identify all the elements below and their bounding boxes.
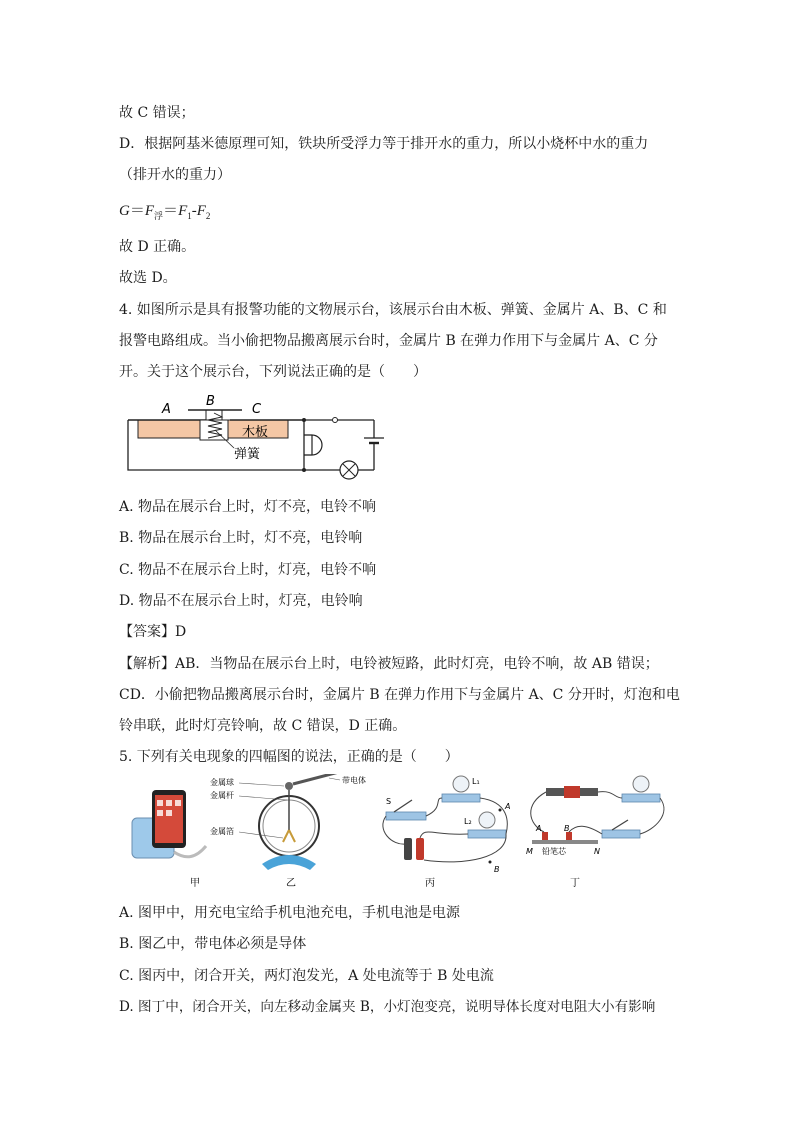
text-line: 故 D 正确。 (119, 239, 196, 255)
label-yi-rod: 金属杆 (210, 791, 234, 800)
figure-yi (239, 774, 340, 870)
label-ding-b: B (564, 824, 570, 833)
switch (333, 418, 338, 423)
figure-bing (383, 776, 507, 864)
q4-analysis-line: CD．小偷把物品搬离展示台时，金属片 B 在弹力作用下与金属片 A、C 分开时，灯泡和电 (119, 687, 680, 703)
label-spring: 弹簧 (234, 447, 261, 462)
q4-circuit-figure (118, 390, 418, 480)
q5-stem: 5. 下列有关电现象的四幅图的说法，正确的是（ ） (119, 749, 459, 765)
label-c: C (252, 402, 262, 417)
figure-ding (531, 776, 664, 844)
q4-answer: 【答案】D (119, 624, 187, 640)
label-a: A (162, 402, 171, 417)
label-bing-s: S (386, 797, 392, 806)
q4-stem-line: 报警电路组成。当小偷把物品搬离展示台时，金属片 B 在弹力作用下与金属片 A、C 分 (119, 333, 658, 349)
q4-option-b: B. 物品在展示台上时，灯不亮，电铃响 (119, 530, 363, 546)
label-yi-charged: 带电体 (342, 776, 366, 785)
label-yi-foil: 金属箔 (210, 827, 234, 836)
figure-label-yi: 乙 (286, 878, 296, 889)
q4-analysis-line: 铃串联，此时灯亮铃响，故 C 错误，D 正确。 (119, 718, 407, 734)
label-bing-l1: L₁ (472, 777, 480, 786)
q5-option-b: B. 图乙中，带电体必须是导体 (119, 936, 307, 952)
label-ding-core: 铅笔芯 (542, 847, 566, 856)
label-bing-a: A (505, 802, 511, 811)
label-yi-ball: 金属球 (210, 778, 234, 787)
q4-option-c: C. 物品不在展示台上时，灯亮，电铃不响 (119, 562, 377, 578)
buoyancy-formula: $G=F_浮=F_1-F_2$ (119, 203, 211, 221)
figure-label-ding: 丁 (570, 878, 580, 889)
electric-bell (312, 435, 322, 455)
label-bing-l2: L₂ (464, 817, 472, 826)
label-board: 木板 (242, 425, 269, 440)
q5-option-d: D. 图丁中，闭合开关，向左移动金属夹 B，小灯泡变亮，说明导体长度对电阻大小有影响 (119, 999, 656, 1015)
label-ding-m: M (526, 847, 533, 856)
q5-option-a: A. 图甲中，用充电宝给手机电池充电，手机电池是电源 (119, 905, 461, 921)
label-ding-n: N (594, 847, 600, 856)
figure-label-jia: 甲 (190, 878, 200, 889)
label-b: B (206, 394, 215, 409)
q4-stem-line: 开。关于这个展示台，下列说法正确的是（ ） (119, 364, 427, 380)
text-line: D．根据阿基米德原理可知，铁块所受浮力等于排开水的重力，所以小烧杯中水的重力 (119, 136, 649, 152)
q5-option-c: C. 图丙中，闭合开关，两灯泡发光，A 处电流等于 B 处电流 (119, 968, 494, 984)
label-ding-a: A (536, 824, 542, 833)
q4-stem-line: 4. 如图所示是具有报警功能的文物展示台，该展示台由木板、弹簧、金属片 A、B、C 和 (119, 302, 667, 318)
text-line: 故选 D。 (119, 270, 177, 286)
text-line: 故 C 错误； (119, 105, 195, 121)
figure-jia (132, 790, 206, 858)
q4-option-a: A. 物品在展示台上时，灯不亮，电铃不响 (119, 499, 377, 515)
label-bing-b: B (494, 865, 500, 874)
figure-label-bing: 丙 (425, 878, 435, 889)
q4-analysis-line: 【解析】AB．当物品在展示台上时，电铃被短路，此时灯亮，电铃不响，故 AB 错误； (119, 656, 659, 672)
q4-option-d: D. 物品不在展示台上时，灯亮，电铃响 (119, 593, 363, 609)
q5-figures (124, 774, 684, 894)
text-line: （排开水的重力） (119, 167, 231, 183)
